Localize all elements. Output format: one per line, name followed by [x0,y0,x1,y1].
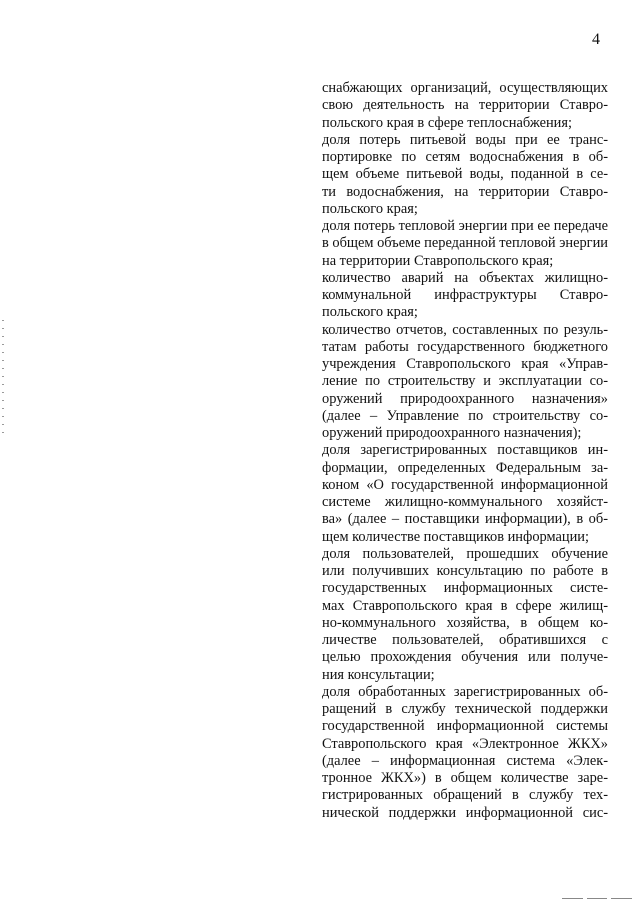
text-line: в общем объеме переданной тепловой энергии [322,235,608,252]
text-line: доля потерь питьевой воды при ее транс- [322,131,608,148]
text-line: польского края в сфере теплоснабжения; [322,114,572,131]
text-line: гистрированных обращений в службу тех- [322,787,608,804]
text-line: доля зарегистрированных поставщиков ин- [322,442,608,459]
text-line: польского края; [322,304,418,321]
text-line: ти водоснабжения, на территории Ставро- [322,183,608,200]
text-line: доля потерь тепловой энергии при ее передаче [322,218,608,234]
text-line: доля обработанных зарегистрированных об- [322,683,608,700]
text-line: портировке по сетям водоснабжения в об- [322,149,608,165]
text-line: коном «О государственной информационной [322,476,608,493]
text-line: личестве пользователей, обратившихся с [322,632,608,648]
text-line: ния консультации; [322,666,435,683]
page-number: 4 [592,31,600,48]
text-line: свою деятельность на территории Ставро- [322,97,608,114]
text-line: нической поддержки информационной сис- [322,804,608,821]
text-line: количество отчетов, составленных по резуль- [322,321,608,338]
text-line: оружений природоохранного назначения» [322,390,608,407]
text-line: тронное ЖКХ») в общем количестве заре- [322,770,608,786]
text-line: ление по строительству и эксплуатации со- [322,373,608,390]
scan-margin-marks [2,320,5,440]
text-line: но-коммунального хозяйства, в общем ко- [322,614,608,631]
text-line: Ставропольского края «Электронное ЖКХ» [322,735,608,752]
text-line: системе жилищно-коммунального хозяйст- [322,494,608,510]
text-line: мах Ставропольского края в сфере жилищ- [322,597,608,614]
text-line: государственной информационной системы [322,718,608,735]
text-line: (далее – Управление по строительству со- [322,407,608,424]
text-line: целью прохождения обучения или получе- [322,649,608,666]
text-line: государственных информационных систе- [322,580,608,597]
text-line: коммунальной инфраструктуры Ставро- [322,287,608,303]
text-line: щем объеме питьевой воды, поданной в се- [322,166,608,183]
text-line: снабжающих организаций, осуществляющих [322,80,608,96]
text-line: на территории Ставропольского края; [322,252,554,269]
text-line: (далее – информационная система «Элек- [322,752,608,769]
body-text [322,80,608,822]
text-line: доля пользователей, прошедших обучение [322,545,608,562]
text-line: татам работы государственного бюджетного [322,338,608,355]
text-line: щем количестве поставщиков информации; [322,528,589,545]
text-line: польского края; [322,200,418,217]
text-line: учреждения Ставропольского края «Управ- [322,356,608,372]
text-line: или получивших консультацию по работе в [322,563,608,579]
text-line: оружений природоохранного назначения); [322,425,582,441]
text-line: формации, определенных Федеральным за- [322,459,608,476]
text-line: ва» (далее – поставщики информации), в об- [322,511,608,528]
text-line: количество аварий на объектах жилищно- [322,269,608,286]
scan-bottom-marks [562,898,632,901]
text-line: ращений в службу технической поддержки [322,701,608,717]
